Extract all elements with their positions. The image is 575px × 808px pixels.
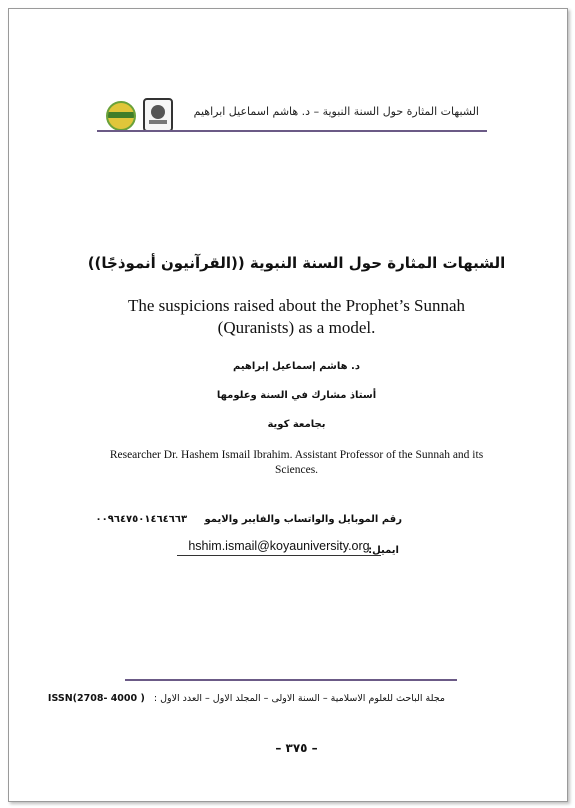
footer-journal xyxy=(48,693,445,704)
logo-band xyxy=(108,112,134,118)
title-arabic: الشبهات المثارة حول السنة النبوية ((القرآنيون أنموذجًا)) xyxy=(87,254,506,272)
phone-line xyxy=(96,514,402,525)
author-position-arabic: أستاذ مشارك في السنة وعلومها xyxy=(216,390,377,401)
researcher-english: Researcher Dr. Hashem Ismail Ibrahim. Assistant Professor of the Sunnah and its Sciences. xyxy=(109,449,484,476)
title-english-line1: The suspicions raised about the Prophet’s Sunnah xyxy=(127,296,466,315)
phone-label: رقم الموبايل والواتساب والفايبر والايمو xyxy=(204,514,402,525)
running-header: الشبهات المثارة حول السنة النبوية – د. هاشم اسماعيل ابراهيم xyxy=(193,105,479,118)
author-university-arabic: بجامعة كوية xyxy=(267,419,326,430)
title-english-line2: (Quranists) as a model. xyxy=(217,318,376,337)
footer-divider xyxy=(125,679,457,681)
email-address[interactable]: hshim.ismail@koyauniversity.org xyxy=(177,539,381,556)
journal-logo xyxy=(106,101,136,131)
document-page xyxy=(8,8,568,802)
author-name-arabic: د. هاشم إسماعيل إبراهيم xyxy=(233,361,360,372)
email-label: ايميل: xyxy=(368,545,399,556)
title-english xyxy=(49,295,544,339)
footer-journal-name: مجلة الباحث للعلوم الاسلامية – السنة الاولى – المجلد الاول – العدد الاول : xyxy=(153,693,445,704)
footer-issn: ISSN(2708- 4000 ) xyxy=(47,693,145,704)
header-divider xyxy=(97,130,487,132)
phone-number: ٠٠٩٦٤٧٥٠١٤٦٤٦٦٣ xyxy=(95,514,188,525)
logo-dome xyxy=(151,105,165,119)
university-logo xyxy=(143,98,173,132)
page-number: – ٣٧٥ – xyxy=(275,741,318,755)
logo-base xyxy=(149,120,167,124)
